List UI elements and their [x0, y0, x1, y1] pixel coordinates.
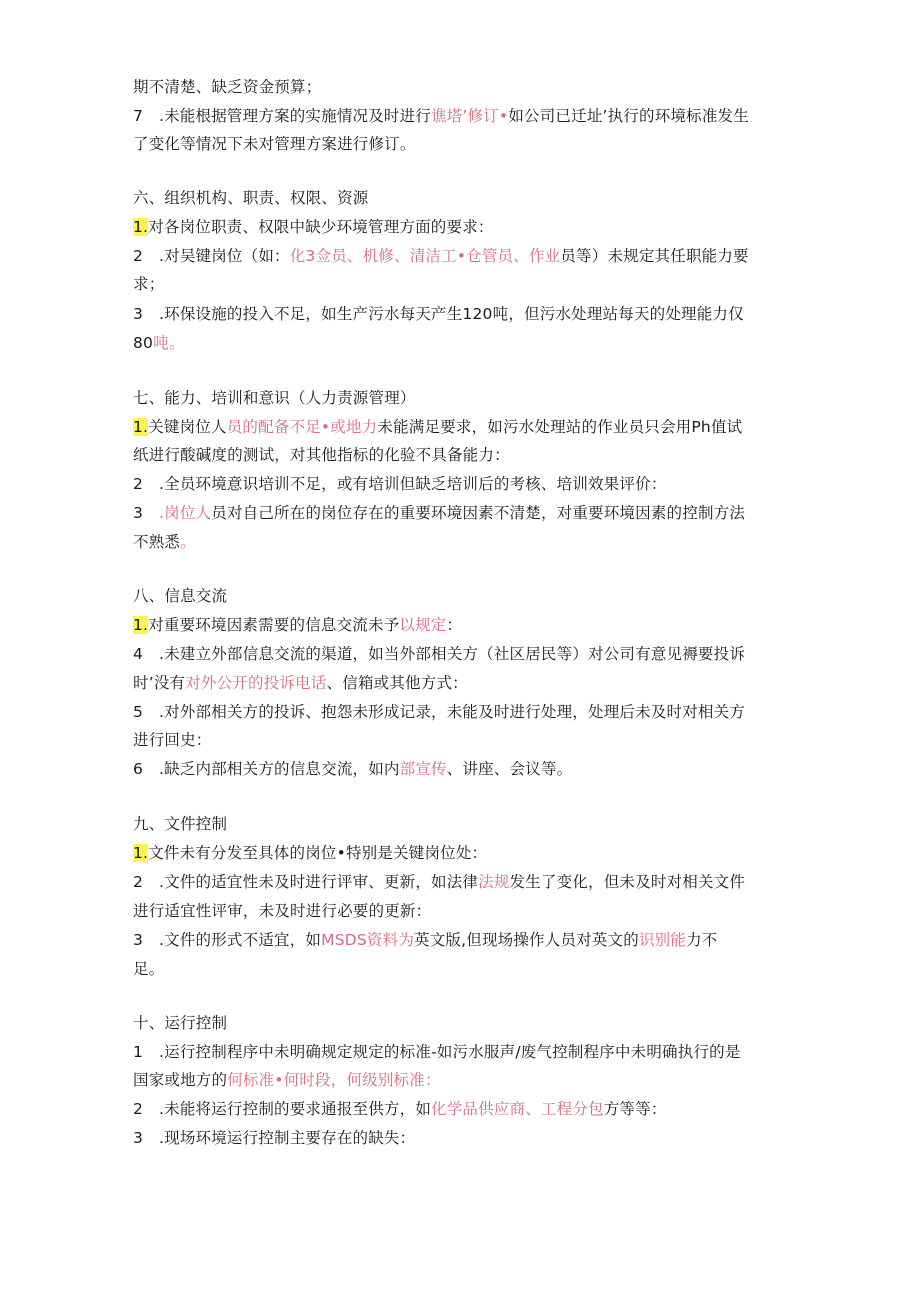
section5-item7-line2	[133, 133, 793, 155]
item-number-highlighted: 1.	[133, 844, 149, 862]
item-number: 3	[133, 1129, 144, 1147]
item-text: 对各岗位职责、权限中缺少环境管理方面的要求：	[148, 218, 494, 236]
section9-item3-line1	[133, 929, 793, 951]
item-text: .现场环境运行控制主要存在的缺失：	[159, 1129, 416, 1147]
item-text: 方等等：	[603, 1100, 667, 1118]
item-number: 4	[133, 645, 144, 663]
item-number: 2	[133, 1100, 144, 1118]
section-heading: 九、文件控制	[133, 815, 228, 833]
item-text: 时’没有	[133, 674, 186, 692]
item-text: 英文版,但现场操作人员对英文的	[414, 931, 639, 949]
section7-item1-line1	[133, 416, 793, 438]
faded-text: 何标准•何时段，何级别标准：	[227, 1071, 441, 1089]
item-text: 了变化等情况下未对管理方案进行修订。	[133, 135, 416, 153]
section6-item2-line2	[133, 273, 793, 295]
item-number: 2	[133, 873, 144, 891]
section6-item3-line1	[133, 303, 793, 325]
item-number: 2	[133, 247, 144, 265]
faded-text: 部宣传	[399, 760, 447, 778]
item-text: ：	[446, 616, 463, 634]
item-text: 、讲座、会议等。	[446, 760, 573, 778]
item-text: .未能根据管理方案的实施情况及时进行	[159, 107, 432, 125]
section-heading: 七、能力、培训和意识（人力责源管理）	[133, 389, 416, 407]
item-text: 进行适宜性评审，未及时进行必要的更新：	[133, 902, 432, 920]
item-number: 3	[133, 305, 144, 323]
faded-text: 以规定	[399, 616, 447, 634]
item-number-highlighted: 1.	[133, 418, 149, 436]
section6-heading	[133, 187, 793, 209]
section10-item1-line1	[133, 1041, 793, 1063]
item-text: .全员环境意识培训不足，或有培训但缺乏培训后的考核、培训效果评价：	[159, 475, 667, 493]
section10-item1-line2	[133, 1069, 793, 1091]
section8-item5-line1	[133, 701, 793, 723]
section7-item3-line1	[133, 502, 793, 524]
faded-text: 。	[180, 533, 196, 551]
item-text: .文件的形式不适宜，如	[159, 931, 322, 949]
section8-item4-line1	[133, 643, 793, 665]
section7-item2	[133, 473, 793, 495]
section9-item2-line2	[133, 900, 793, 922]
item-text: 不熟悉	[133, 533, 181, 551]
section7-item3-line2	[133, 531, 793, 553]
section-heading: 六、组织机构、职责、权限、资源	[133, 189, 369, 207]
section6-item2-line1	[133, 245, 793, 267]
section9-item3-line2	[133, 958, 793, 980]
item-text: 求；	[133, 275, 165, 293]
item-text: 对重要环境因素需要的信息交流未予	[148, 616, 400, 634]
section7-heading	[133, 387, 793, 409]
section8-item6	[133, 758, 793, 780]
section-heading: 十、运行控制	[133, 1014, 228, 1032]
faded-text: 化3佥员、机修、清洁工•仓管员、作业	[289, 247, 561, 265]
faded-text: 岗位人	[164, 504, 212, 522]
item-text: .运行控制程序中未明确规定规定的标准-如污水服声/废气控制程序中未明确执行的是	[159, 1043, 741, 1061]
faded-text: 法规	[478, 873, 510, 891]
faded-text: .	[159, 504, 165, 522]
item-text: .对外部相关方的投诉、抱怨未形成记录，未能及时进行处理，处理后未及时对相关方	[159, 703, 746, 721]
faded-text: 对外公开的投诉电话	[185, 674, 327, 692]
item-text: 发生了变化，但未及时对相关文件	[509, 873, 746, 891]
section9-item1	[133, 842, 793, 864]
item-number: 7	[133, 107, 144, 125]
section5-tail-line	[133, 76, 793, 98]
section8-item1	[133, 614, 793, 636]
item-number: 3	[133, 504, 144, 522]
item-text: 国家或地方的	[133, 1071, 228, 1089]
item-text: .对吴键岗位（如：	[159, 247, 290, 265]
section-heading: 八、信息交流	[133, 587, 228, 605]
item-number: 3	[133, 931, 144, 949]
section8-item5-line2	[133, 729, 793, 751]
faded-text: 吨。	[153, 334, 185, 352]
item-text: .未能将运行控制的要求通报至供方，如	[159, 1100, 432, 1118]
faded-text: 员的配备不足•或地力	[226, 418, 378, 436]
faded-text: 谯塔’修订•	[431, 107, 509, 125]
item-text: 力不	[686, 931, 718, 949]
item-text: 文件未有分发至具体的岗位•特别是关键岗位处：	[148, 844, 488, 862]
section6-item1	[133, 216, 793, 238]
item-text: 员对自己所在的岗位存在的重要环境因素不清楚，对重要环境因素的控制方法	[211, 504, 746, 522]
item-text: 纸进行酸碱度的测试，对其他指标的化验不具备能力：	[133, 446, 510, 464]
item-text: 未能满足要求，如污水处理站的作业员只会用Ph值试	[377, 418, 743, 436]
item-number: 6	[133, 760, 144, 778]
item-text: 、信箱或其他方式：	[326, 674, 468, 692]
section10-item3	[133, 1127, 793, 1149]
section10-heading	[133, 1012, 793, 1034]
item-text: 80	[133, 334, 154, 352]
section9-item2-line1	[133, 871, 793, 893]
item-number: 1	[133, 1043, 144, 1061]
section7-item1-line2	[133, 444, 793, 466]
item-text: 足。	[133, 960, 165, 978]
section10-item2	[133, 1098, 793, 1120]
item-text: .缺乏内部相关方的信息交流，如内	[159, 760, 400, 778]
faded-text: 识别能	[638, 931, 687, 949]
item-text: 进行回史：	[133, 731, 212, 749]
item-number: 5	[133, 703, 144, 721]
item-text: 关键岗位人	[148, 418, 227, 436]
item-number-highlighted: 1.	[133, 616, 149, 634]
item-text: .未建立外部信息交流的渠道，如当外部相关方（社区居民等）对公司有意见褥要投诉	[159, 645, 746, 663]
item-text: 如公司已迁址’执行的环境标准发生	[508, 107, 749, 125]
item-text: .环保设施的投入不足，如生产污水每天产生120吨，但污水处理站每天的处理能力仅	[159, 305, 744, 323]
section5-item7-line1	[133, 105, 793, 127]
section8-heading	[133, 585, 793, 607]
faded-text: MSDS资料为	[321, 931, 415, 949]
section5-tail-text: 期不清楚、缺乏资金预算；	[133, 78, 322, 96]
item-text: .文件的适宜性未及时进行评审、更新，如法律	[159, 873, 479, 891]
section6-item3-line2	[133, 332, 793, 354]
item-number: 2	[133, 475, 144, 493]
section8-item4-line2	[133, 672, 793, 694]
item-number-highlighted: 1.	[133, 218, 149, 236]
faded-text: 化学品供应商、工程分包	[431, 1100, 604, 1118]
item-text: 员等）未规定其任职能力要	[560, 247, 749, 265]
section9-heading	[133, 813, 793, 835]
